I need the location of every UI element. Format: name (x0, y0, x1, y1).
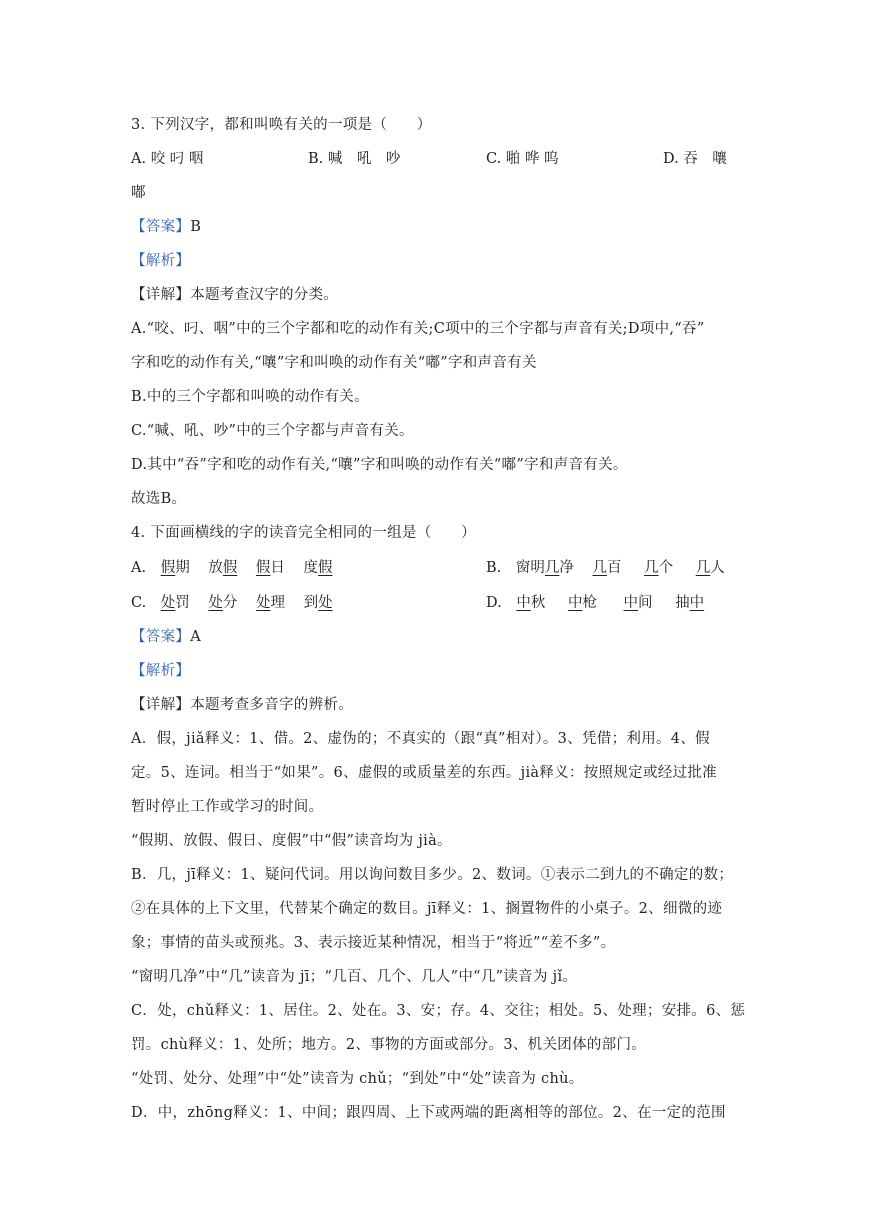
underlined-char: 中 (516, 595, 531, 611)
q4-option-b (486, 556, 725, 577)
q4-explanation-line: C．处，chǔ释义：1、居住。2、处在。3、安；存。4、交往；相处。5、处理；安排。6、惩 (131, 1003, 746, 1019)
option-label: D. (486, 595, 502, 611)
underlined-char: 假 (255, 560, 271, 576)
detail-text: 本题考查汉字的分类。 (190, 287, 339, 303)
q4-explanation-line: A．假，jiǎ释义：1、借。2、虚伪的；不真实的（跟“真”相对）。3、凭借；利用。4、假 (131, 731, 710, 747)
underlined-char: 几 (695, 560, 711, 576)
q4-explanation-line: B．几，jī释义：1、疑问代词。用以询问数目多少。2、数词。①表示二到九的不确定的数； (131, 867, 734, 883)
q4-option-a (131, 556, 333, 577)
q4-explanation-line: “处罚、处分、处理”中“处”读音为 chǔ；“到处”中“处”读音为 chù。 (131, 1071, 584, 1087)
detail-text: 本题考查多音字的辨析。 (190, 697, 354, 713)
option-label: C. (131, 595, 147, 611)
underlined-char: 几 (644, 560, 659, 576)
char: 间 (638, 595, 653, 611)
char: 度 (303, 560, 319, 576)
q4-stem: 4. 下面画横线的字的读音完全相同的一组是（ ） (131, 525, 476, 541)
q3-explanation-line: B.中的三个字都和叫唤的动作有关。 (131, 389, 369, 405)
answer-value: B (190, 219, 202, 235)
underlined-char: 中 (689, 595, 705, 611)
q4-explanation-line: “假期、放假、假日、度假”中“假”读音均为 jià。 (131, 833, 452, 849)
q4-explanation-line: D．中，zhōng释义：1、中间；跟四周、上下或两端的距离相等的部位。2、在一定的范围 (131, 1105, 726, 1121)
underlined-char: 中 (623, 595, 639, 611)
q4-explanation-line: 罚。chù释义：1、处所；地方。2、事物的方面或部分。3、机关团体的部门。 (131, 1037, 647, 1053)
q3-option-d-continued: 嘟 (131, 185, 146, 201)
char: 期 (175, 560, 190, 576)
char: 日 (270, 560, 285, 576)
q3-detail (131, 283, 338, 304)
underlined-char: 几 (544, 560, 560, 576)
q3-explanation-line: 字和吃的动作有关,“嚷”字和叫唤的动作有关“嘟”字和声音有关 (131, 355, 537, 371)
char: 净 (559, 560, 574, 576)
char: 抽 (675, 595, 690, 611)
q4-explanation-line: “窗明几净”中“几”读音为 jī；“几百、几个、几人”中“几”读音为 jǐ。 (131, 969, 578, 985)
q3-option-b: B. 喊 吼 吵 (308, 151, 401, 167)
q3-option-d: D. 吞 嚷 (663, 151, 727, 167)
q4-analysis-tag: 【解析】 (131, 663, 191, 679)
option-label: A. (131, 560, 147, 576)
q3-explanation-line: A.“咬、叼、咽”中的三个字都和吃的动作有关;C项中的三个字都与声音有关;D项中,“吞” (131, 321, 705, 337)
char: 理 (270, 595, 286, 611)
underlined-char: 处 (256, 595, 271, 611)
char: 窗明 (515, 560, 545, 576)
answer-value: A (190, 629, 201, 645)
answer-tag: 【答案】 (131, 219, 191, 235)
underlined-char: 假 (318, 560, 333, 576)
underlined-char: 假 (222, 560, 238, 576)
underlined-char: 假 (160, 560, 176, 576)
q4-explanation-line: 象；事情的苗头或预兆。3、表示接近某种情况，相当于“将近”“差不多”。 (131, 935, 616, 951)
q3-stem: 3. 下列汉字，都和叫唤有关的一项是（ ） (131, 117, 432, 133)
q4-explanation-line: 暂时停止工作或学习的时间。 (131, 799, 324, 815)
detail-tag: 【详解】 (131, 287, 191, 303)
q3-explanation-line: D.其中“吞”字和吃的动作有关,“嚷”字和叫唤的动作有关“嘟”字和声音有关。 (131, 457, 628, 473)
char: 罚 (175, 595, 190, 611)
answer-tag: 【答案】 (131, 629, 191, 645)
char: 放 (208, 560, 223, 576)
char: 枪 (582, 595, 597, 611)
char: 到 (303, 595, 319, 611)
q4-option-c (131, 591, 333, 612)
detail-tag: 【详解】 (131, 697, 191, 713)
char: 百 (606, 560, 622, 576)
char: 个 (658, 560, 674, 576)
q4-option-d (486, 591, 704, 612)
q3-conclusion: 故选B。 (131, 491, 187, 507)
underlined-char: 处 (318, 595, 333, 611)
q3-explanation-line: C.“喊、吼、吵”中的三个字都与声音有关。 (131, 423, 414, 439)
underlined-char: 几 (592, 560, 607, 576)
char: 分 (222, 595, 238, 611)
q3-option-a: A. 咬 叼 咽 (131, 151, 204, 167)
option-label: B. (486, 560, 502, 576)
q4-answer (131, 625, 201, 646)
char: 人 (710, 560, 725, 576)
q4-detail (131, 693, 353, 714)
q3-option-c: C. 啪 哗 呜 (486, 151, 559, 167)
q3-answer (131, 215, 201, 236)
q4-explanation-line: ②在具体的上下文里，代替某个确定的数目。jī释义：1、搁置物件的小桌子。2、细微的迹 (131, 901, 723, 917)
char: 秋 (530, 595, 546, 611)
underlined-char: 处 (160, 595, 176, 611)
underlined-char: 处 (208, 595, 223, 611)
underlined-char: 中 (567, 595, 583, 611)
q4-explanation-line: 定。5、连词。相当于“如果”。6、虚假的或质量差的东西。jià释义：按照规定或经过批准 (131, 765, 717, 781)
q3-analysis-tag: 【解析】 (131, 253, 191, 269)
